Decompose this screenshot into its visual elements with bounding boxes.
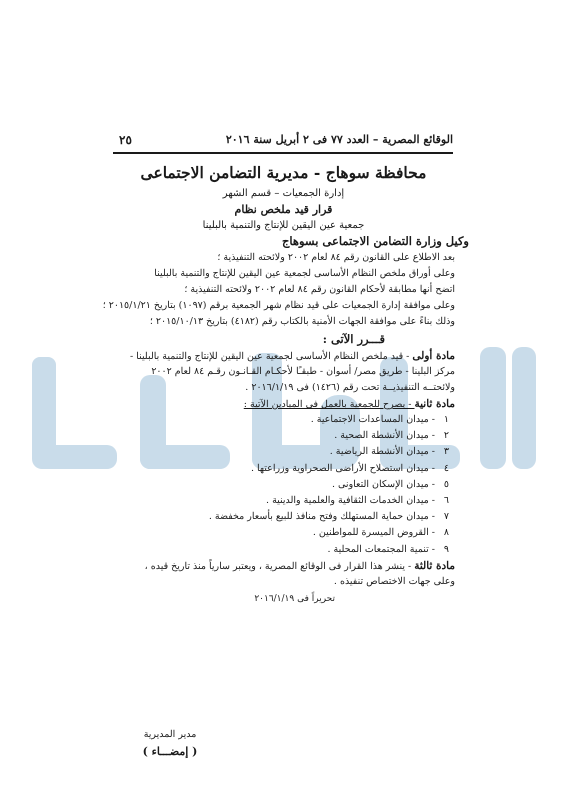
- page-header: [113, 133, 453, 151]
- preamble-line: بعد الاطلاع على القانون رقم ٨٤ لعام ٢٠٠٢ ولائحته التنفيذية ؛: [217, 252, 455, 263]
- article-2-label: مادة ثانية: [414, 398, 455, 410]
- field-text: - تنمية المجتمعات المحلية .: [327, 543, 435, 555]
- decided-heading: قـــرر الآتى :: [322, 332, 385, 346]
- issue-date: تحريراً فى ٢٠١٦/١/١٩: [254, 593, 335, 604]
- field-number: ٣: [443, 446, 449, 458]
- field-text: - ميدان الأنشطة الصحية .: [334, 430, 435, 442]
- field-item: [112, 542, 455, 558]
- field-item: [112, 428, 455, 444]
- running-title: الوقائع المصرية – العدد ٧٧ فى ٢ أبريل سنة ٢٠١٦: [225, 133, 453, 146]
- decision-title: قرار قيد ملخص نظام: [234, 203, 333, 216]
- field-item: [112, 412, 455, 428]
- field-text: - ميدان حماية المستهلك وفتح منافذ للبيع بأسعار مخفضة .: [208, 511, 435, 523]
- preamble-line: وعلى موافقة إدارة الجمعيات على قيد نظام شهر الجمعية برقم (١٠٩٧) بتاريخ ٢٠١٥/١/٢١ ؛: [102, 300, 455, 311]
- article-1-line: [112, 348, 455, 364]
- preamble-line: اتضح أنها مطابقة لأحكام القانون رقم ٨٤ لعام ٢٠٠٢ ولائحته التنفيذية ؛: [184, 284, 455, 295]
- department-line: إدارة الجمعيات – قسم الشهر: [222, 188, 345, 199]
- article-1-line: مركز البلينا - طريق مصر/ أسوان - طبقـًا لأحكـام القـانـون رقـم ٨٤ لعام ٢٠٠٢: [151, 366, 455, 377]
- field-item: [112, 461, 455, 477]
- article-3-line: [112, 558, 455, 574]
- association-name: جمعية عين اليقين للإنتاج والتنمية بالبلينا: [202, 220, 365, 231]
- article-2-line: [112, 396, 455, 412]
- preamble-line: وعلى أوراق ملخص النظام الأساسى لجمعية عين اليقين للإنتاج والتنمية بالبلينا: [154, 268, 455, 279]
- field-text: - ميدان الإسكان التعاونى .: [331, 478, 435, 490]
- field-number: ٧: [443, 511, 449, 523]
- page-number: ٢٥: [119, 133, 132, 147]
- article-3-line: وعلى جهات الاختصاص تنفيذه .: [333, 575, 455, 587]
- doc-title: محافظة سوهاج - مديرية التضامن الاجتماعى: [140, 163, 427, 182]
- article-2-text: - يصرح للجمعية بالعمل فى الميادين الآتية :: [243, 399, 415, 410]
- field-number: ٨: [443, 527, 449, 539]
- signatory-role: مدير المديرية: [143, 729, 197, 740]
- field-number: ٥: [443, 478, 449, 490]
- field-number: ٤: [443, 462, 449, 474]
- signature-block: [125, 727, 215, 761]
- article-1-label: مادة أولى: [412, 350, 455, 362]
- field-text: - ميدان الخدمات الثقافية والعلمية والدينية .: [266, 494, 435, 506]
- article-3-label: مادة ثالثة: [414, 559, 455, 572]
- field-item: [112, 509, 455, 525]
- article-3-text: - ينشر هذا القرار فى الوقائع المصرية ، ويعتبر سارياً منذ تاريخ قيده ،: [144, 560, 415, 572]
- field-text: - القروض الميسرة للمواطنين .: [312, 527, 435, 539]
- article-1-line: ولائحتــه التنفيذيــة تحت رقم (١٤٢٦) فى ٢٠١٦/١/١٩ .: [245, 382, 455, 393]
- decree-body: [102, 160, 469, 608]
- article-1-text: - قيد ملخص النظام الأساسى لجمعية عين اليقين للإنتاج والتنمية بالبلينا -: [129, 351, 413, 362]
- field-item: [112, 477, 455, 493]
- field-text: - ميدان المساعدات الاجتماعية .: [310, 414, 435, 425]
- field-item: [112, 525, 455, 541]
- preamble-line: وذلك بناءً على موافقة الجهات الأمنية بالكتاب رقم (٤١٨٢) بتاريخ ٢٠١٥/١٠/١٣ ؛: [149, 316, 455, 327]
- field-number: ٦: [443, 494, 449, 506]
- issuing-authority: وكيل وزارة التضامن الاجتماعى بسوهاج: [282, 234, 469, 248]
- header-rule: [113, 152, 453, 154]
- field-number: ١: [443, 414, 449, 425]
- field-text: - ميدان استصلاح الأراضى الصحراوية وزراعتها .: [250, 462, 435, 474]
- field-number: ٢: [443, 430, 449, 442]
- field-number: ٩: [443, 543, 449, 555]
- field-item: [112, 444, 455, 460]
- signature-text: ( إمضـــاء ): [142, 745, 198, 758]
- field-item: [112, 493, 455, 509]
- field-text: - ميدان الأنشطة الرياضية .: [329, 446, 435, 458]
